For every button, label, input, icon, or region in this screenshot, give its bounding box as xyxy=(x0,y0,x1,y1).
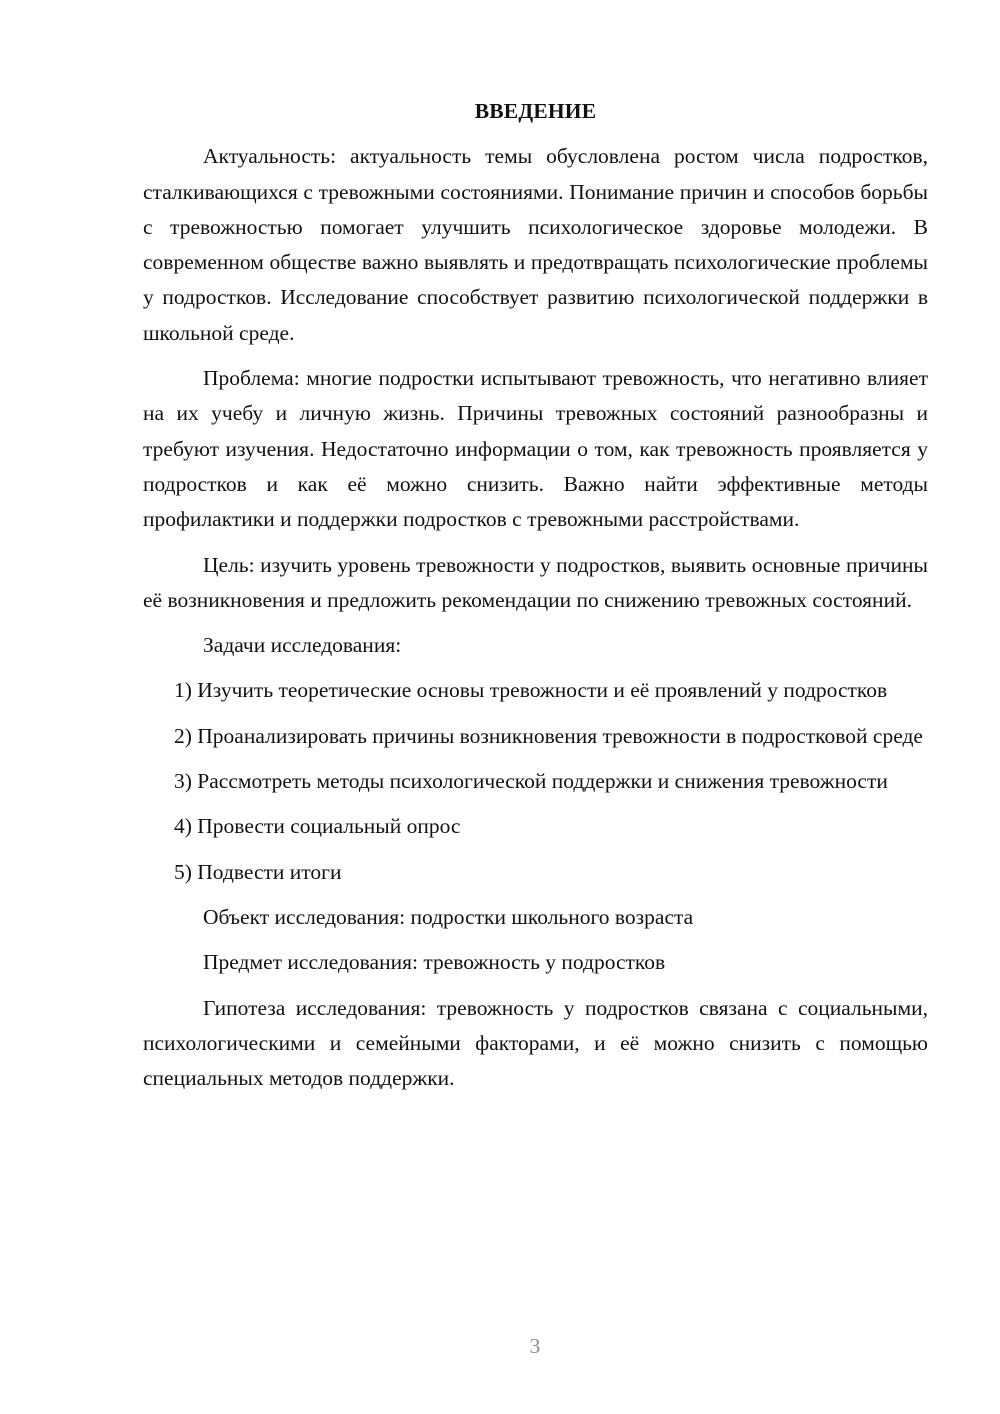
page-title: ВВЕДЕНИЕ xyxy=(474,99,597,123)
task-item-3: 3) Рассмотреть методы психологической поддержки и снижения тревожности xyxy=(174,769,888,794)
task-item-2: 2) Проанализировать причины возникновения тревожности в подростковой среде xyxy=(174,723,923,748)
problem-paragraph: Проблема: многие подростки испытывают тревожность, что негативно влияет на их учебу и личную жизнь. Причины тревожных состояний разнообразны и требуют изучения. Недостаточно информации о том, как тревожность проявляется у подростков и как её можно снизить. Важно найти эффективные методы профилактики и поддержки подростков с тревожными расстройствами. xyxy=(143,366,928,532)
document-page xyxy=(143,94,928,1106)
tasks-heading: Задачи исследования: xyxy=(203,633,402,658)
hypothesis-paragraph: Гипотеза исследования: тревожность у подростков связана с социальными, психологическими и семейными факторами, и её можно снизить с помощью специальных методов поддержки. xyxy=(143,995,928,1091)
page-number: 3 xyxy=(529,1334,541,1358)
task-item-5: 5) Подвести итоги xyxy=(174,859,342,884)
research-subject: Предмет исследования: тревожность у подростков xyxy=(203,950,666,975)
research-object: Объект исследования: подростки школьного возраста xyxy=(203,904,694,929)
relevance-paragraph: Актуальность: актуальность темы обусловлена ростом числа подростков, сталкивающихся с тревожными состояниями. Понимание причин и способов борьбы с тревожностью помогает улучшить психологическое здоровье молодежи. В современном обществе важно выявлять и предотвращать психологические проблемы у подростков. Исследование способствует развитию психологической поддержки в школьной среде. xyxy=(143,144,928,345)
task-item-4: 4) Провести социальный опрос xyxy=(174,814,461,839)
goal-paragraph: Цель: изучить уровень тревожности у подростков, выявить основные причины её возникновения и предложить рекомендации по снижению тревожных состояний. xyxy=(143,552,928,612)
task-item-1: 1) Изучить теоретические основы тревожности и её проявлений у подростков xyxy=(174,678,888,703)
